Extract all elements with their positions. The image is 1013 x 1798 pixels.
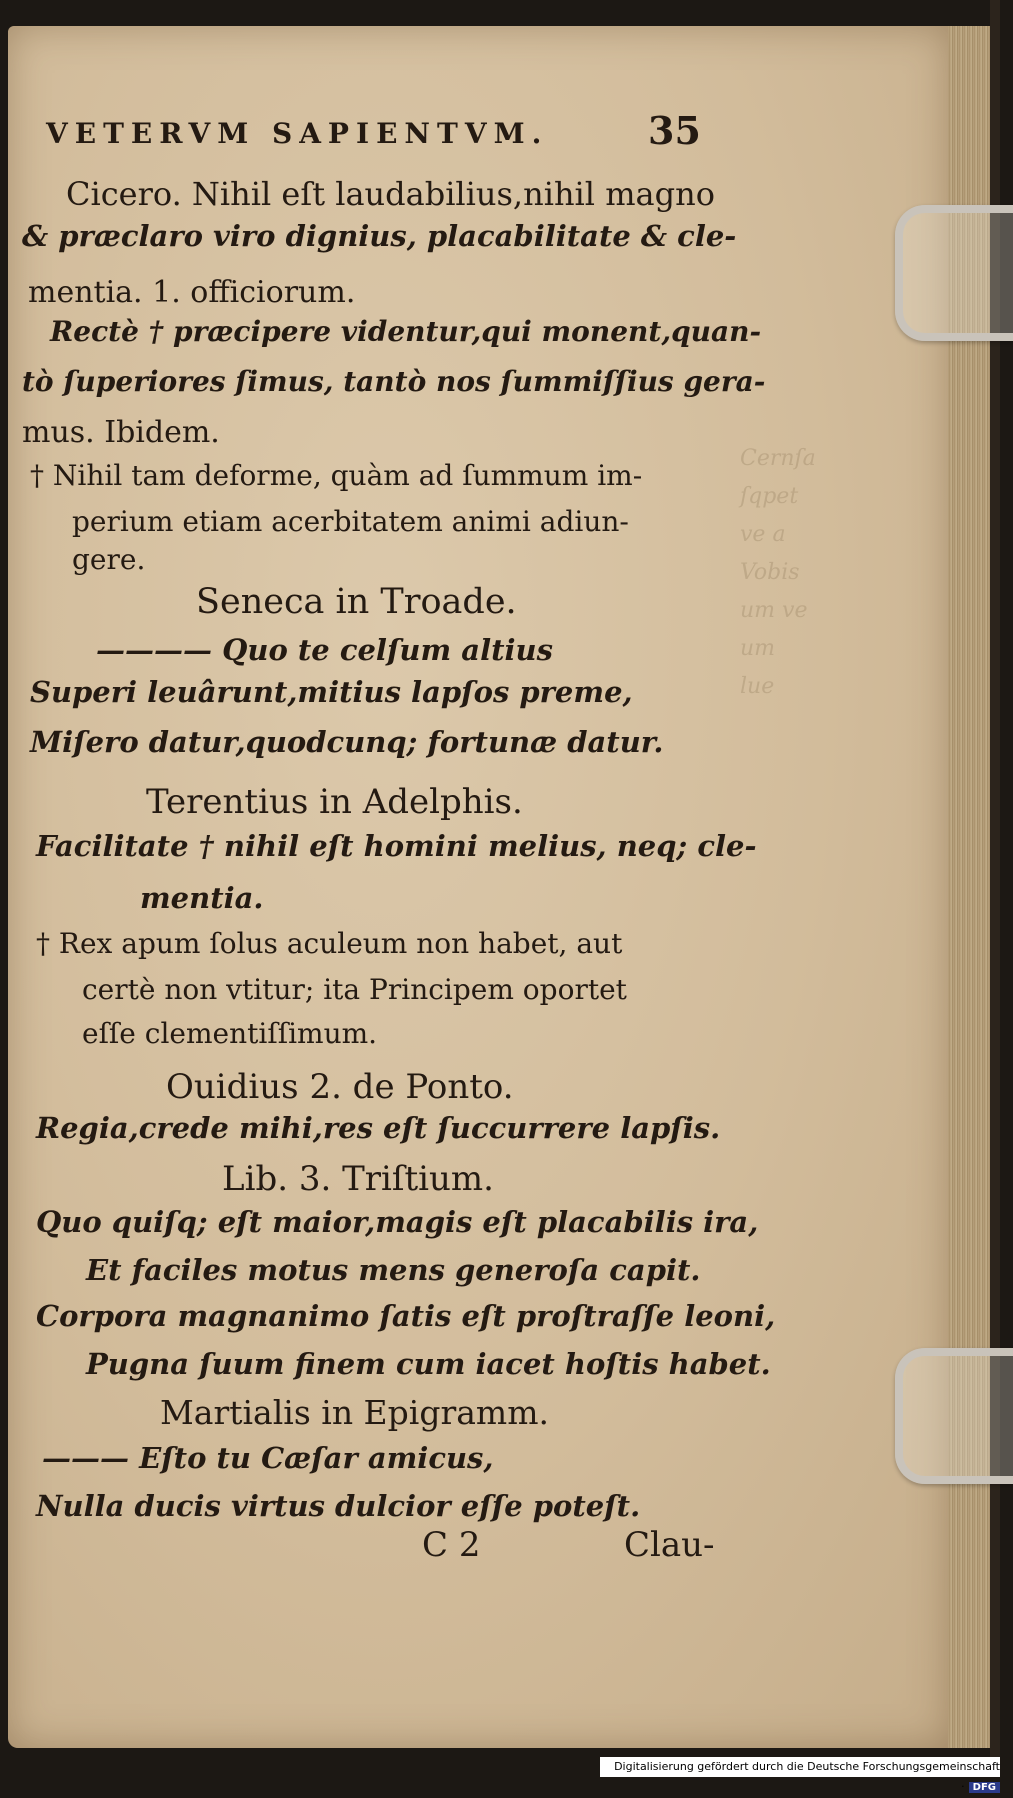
text-line: Corpora magnanimo ſatis eſt proſtraſſe leoni, [36, 1299, 776, 1333]
signature-mark: C 2 [422, 1525, 481, 1565]
page-clip-top [895, 205, 1013, 341]
text-line: eſſe clementiſſimum. [82, 1017, 378, 1050]
section-heading: Ouidius 2. de Ponto. [166, 1067, 514, 1107]
text-line: mus. Ibidem. [22, 415, 220, 450]
text-line: mentia. 1. officiorum. [28, 275, 356, 310]
catchword: Clau- [624, 1525, 715, 1565]
text-line: Rectè † præcipere videntur,qui monent,quan- [50, 315, 762, 348]
text-line: Superi leuârunt,mitius lapſos preme, [30, 675, 633, 709]
text-line: certè non vtitur; ita Principem oportet [82, 973, 627, 1006]
page-number: 35 [648, 108, 701, 153]
section-heading: Terentius in Adelphis. [146, 782, 523, 822]
text-line: mentia. [140, 881, 264, 915]
footer-text: Digitalisierung gefördert durch die Deutsche Forschungsgemeinschaft · [614, 1760, 1000, 1793]
text-line: Et faciles motus mens generoſa capit. [86, 1253, 701, 1287]
text-line: Miſero datur,quodcunq; fortunæ datur. [30, 725, 664, 759]
text-line: perium etiam acerbitatem animi adiun- [72, 505, 629, 538]
dfg-logo: DFG [969, 1782, 1000, 1793]
text-line: ——— Eſto tu Cæſar amicus, [42, 1441, 494, 1475]
section-heading: Lib. 3. Triſtium. [222, 1159, 494, 1199]
show-through-text: Cernſa ſqpet ve a Vobis um ve um lue [740, 446, 816, 699]
text-line: gere. [72, 543, 146, 576]
text-line: † Nihil tam deforme, quàm ad ſummum im- [30, 459, 643, 492]
text-line: Quo quiſq; eſt maior,magis eſt placabilis ira, [36, 1205, 759, 1239]
text-line: † Rex apum ſolus aculeum non habet, aut [36, 927, 623, 960]
text-line: Cicero. Nihil eſt laudabilius,nihil magno [66, 175, 715, 213]
text-line: Nulla ducis virtus dulcior eſſe poteſt. [36, 1489, 641, 1523]
page-clip-bottom [895, 1348, 1013, 1484]
text-line: Pugna ſuum finem cum iacet hoſtis habet. [86, 1347, 771, 1381]
text-line: Regia,crede mihi,res eſt ſuccurrere lapſis. [36, 1111, 721, 1145]
text-line: & præclaro viro dignius, placabilitate & cle- [22, 219, 737, 253]
section-heading: Martialis in Epigramm. [160, 1393, 549, 1432]
text-line: tò ſuperiores ſimus, tantò nos ſummiſſius gera- [22, 365, 766, 398]
text-line: ———— Quo te celſum altius [96, 633, 553, 667]
text-line: Facilitate † nihil eſt homini melius, neq; cle- [36, 829, 757, 863]
running-head-title: VETERVM SAPIENTVM. [46, 117, 549, 150]
digitization-footer [600, 1757, 1000, 1793]
section-heading: Seneca in Troade. [196, 582, 517, 622]
